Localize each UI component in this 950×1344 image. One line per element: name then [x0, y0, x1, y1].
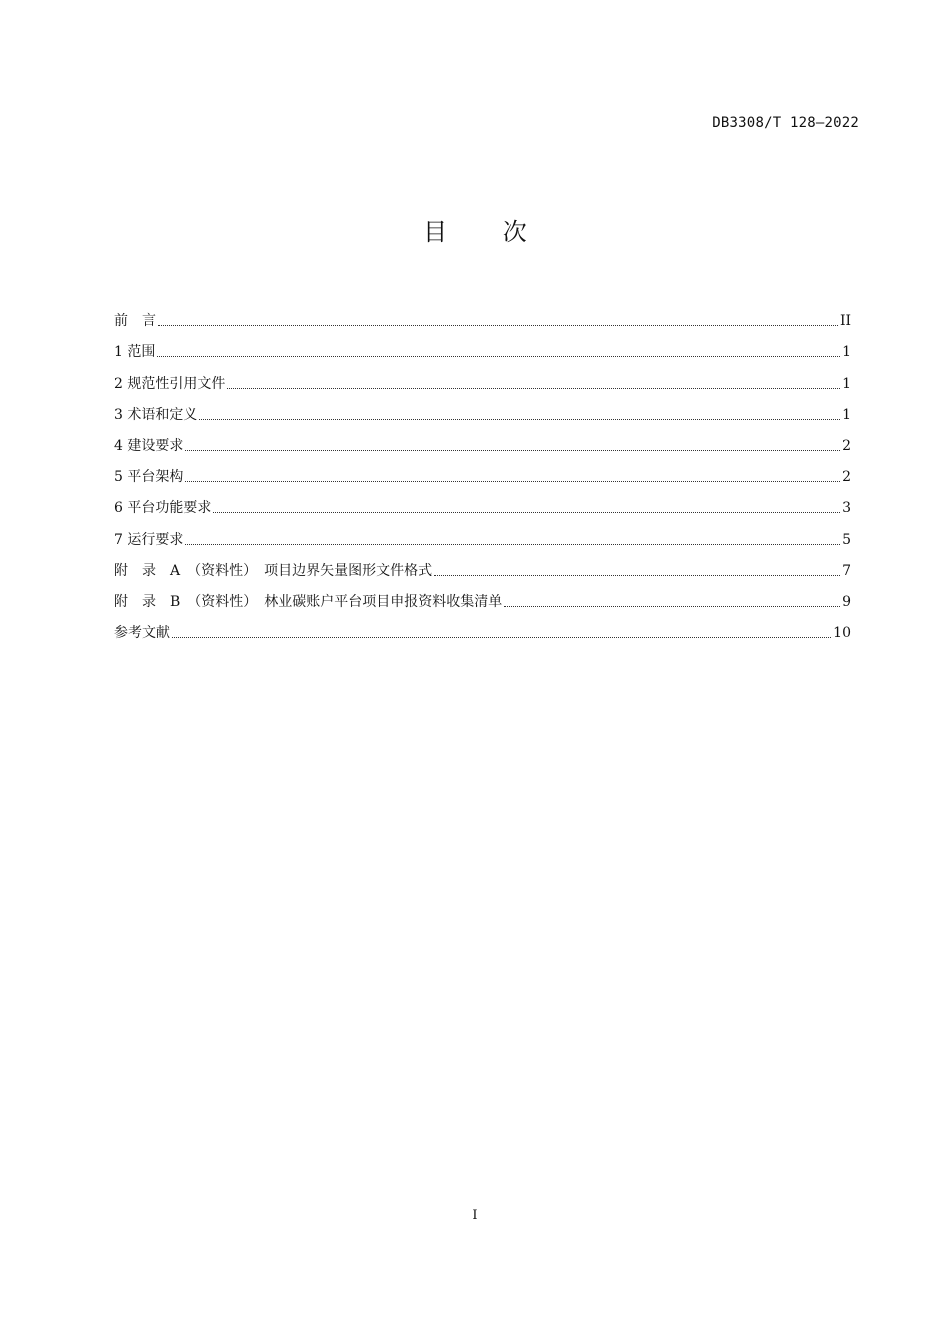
dot-leader [434, 575, 840, 576]
toc-entry-label: 4 建设要求 [114, 437, 184, 454]
dot-leader [227, 388, 840, 389]
toc-entry-platform-function-requirements[interactable] [114, 487, 851, 518]
toc-entry-appendix-a[interactable] [114, 550, 851, 581]
toc-entry-label: 1 范围 [114, 344, 156, 361]
toc-entry-page: 2 [842, 437, 851, 454]
toc-entry-bibliography[interactable] [114, 612, 851, 643]
toc-entry-label: 6 平台功能要求 [114, 500, 212, 517]
toc-entry-label: 7 运行要求 [114, 531, 184, 548]
dot-leader [185, 450, 840, 451]
toc-entry-label: 附 录 A （资料性） 项目边界矢量图形文件格式 [114, 562, 433, 579]
toc-entry-page: 3 [842, 500, 851, 517]
toc-entry-page: 7 [842, 562, 851, 579]
dot-leader [185, 481, 840, 482]
toc-entry-construction-requirements[interactable] [114, 425, 851, 456]
toc-entry-label: 5 平台架构 [114, 469, 184, 486]
table-of-contents [114, 300, 851, 643]
toc-entry-normative-references[interactable] [114, 362, 851, 393]
toc-entry-appendix-b[interactable] [114, 581, 851, 612]
toc-entry-label: 3 术语和定义 [114, 406, 198, 423]
toc-entry-scope[interactable] [114, 331, 851, 362]
toc-entry-label: 参考文献 [114, 625, 170, 642]
toc-entry-page: 10 [833, 625, 851, 642]
toc-entry-terms-definitions[interactable] [114, 394, 851, 425]
toc-entry-label: 前 言 [114, 313, 156, 330]
dot-leader [158, 325, 838, 326]
toc-entry-page: 1 [842, 406, 851, 423]
toc-entry-page: 9 [842, 593, 851, 610]
toc-entry-page: 2 [842, 469, 851, 486]
dot-leader [172, 637, 831, 638]
dot-leader [213, 512, 840, 513]
toc-entry-operation-requirements[interactable] [114, 518, 851, 549]
toc-entry-label: 附 录 B （资料性） 林业碳账户平台项目申报资料收集清单 [114, 593, 503, 610]
document-code: DB3308/T 128—2022 [712, 115, 859, 131]
toc-title: 目 次 [423, 218, 551, 246]
page-number: I [472, 1208, 478, 1223]
dot-leader [504, 606, 840, 607]
toc-entry-page: II [839, 313, 851, 330]
toc-entry-platform-architecture[interactable] [114, 456, 851, 487]
dot-leader [199, 419, 840, 420]
toc-entry-label: 2 规范性引用文件 [114, 375, 226, 392]
toc-entry-page: 1 [842, 375, 851, 392]
toc-entry-foreword[interactable] [114, 300, 851, 331]
dot-leader [185, 544, 840, 545]
dot-leader [157, 356, 840, 357]
toc-entry-page: 1 [842, 344, 851, 361]
toc-entry-page: 5 [842, 531, 851, 548]
